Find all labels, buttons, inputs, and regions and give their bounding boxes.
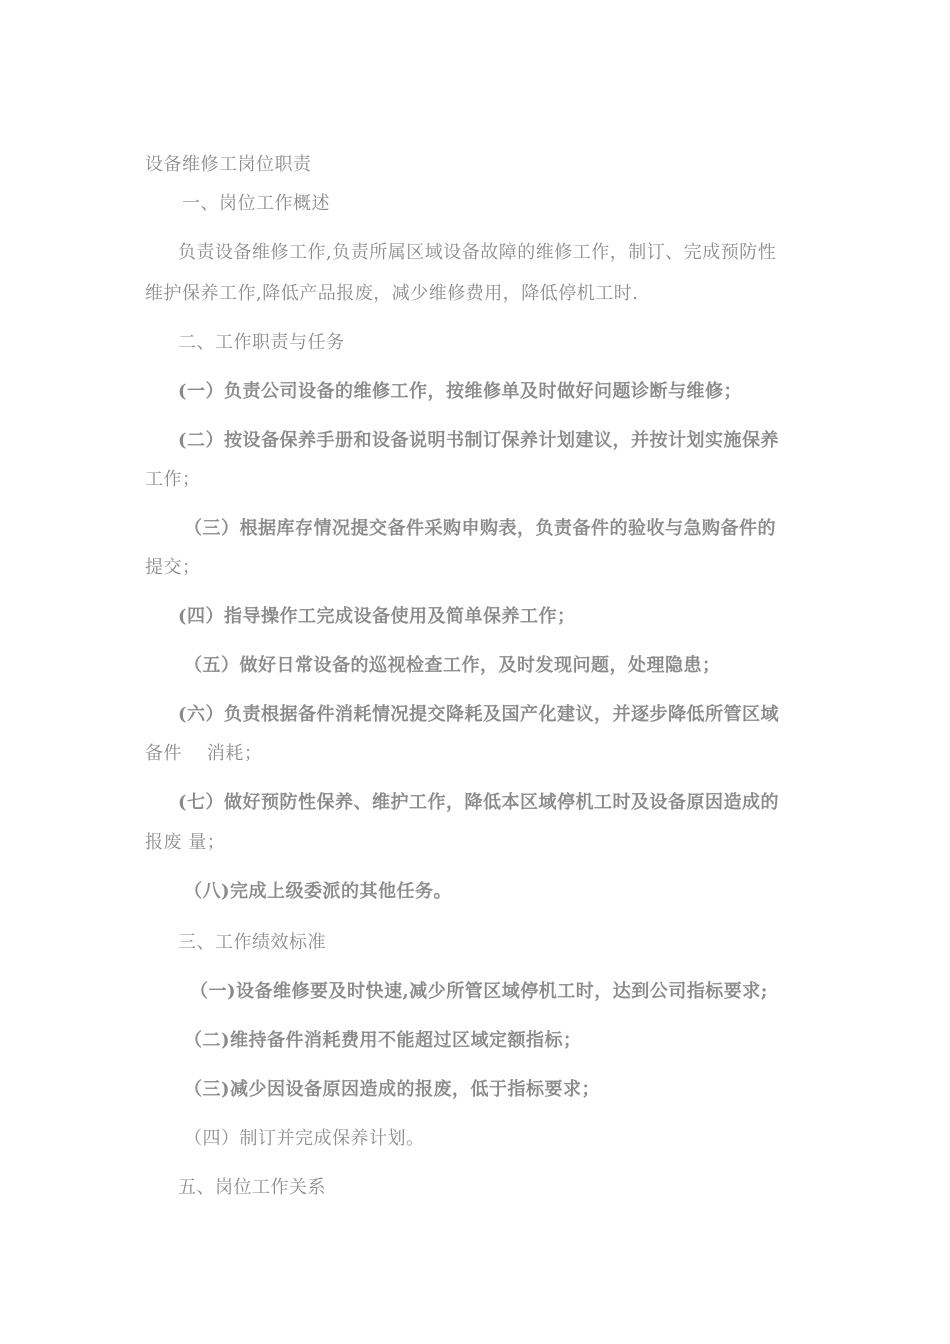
section-heading-relationships: 五、岗位工作关系 xyxy=(178,1177,326,1198)
performance-item-4: （四）制订并完成保养计划。 xyxy=(184,1128,425,1149)
section-heading-duties: 二、工作职责与任务 xyxy=(178,332,345,353)
duty-item-6-line-1: (六）负责根据备件消耗情况提交降耗及国产化建议，并逐步降低所管区域 xyxy=(178,704,780,725)
duty-item-3-line-1: （三）根据库存情况提交备件采购申购表，负责备件的验收与急购备件的 xyxy=(184,518,776,539)
duty-item-7-line-1: (七）做好预防性保养、维护工作，降低本区域停机工时及设备原因造成的 xyxy=(178,792,780,813)
duty-item-2-line-1: (二）按设备保养手册和设备说明书制订保养计划建议，并按计划实施保养 xyxy=(178,430,780,451)
overview-paragraph-line-2: 维护保养工作,降低产品报废，减少维修费用，降低停机工时. xyxy=(145,283,639,304)
section-heading-overview: 一、岗位工作概述 xyxy=(182,193,330,214)
overview-paragraph-line-1: 负责设备维修工作,负责所属区域设备故障的维修工作，制订、完成预防性 xyxy=(178,242,777,263)
duty-item-3-line-2: 提交； xyxy=(145,557,201,578)
document-title: 设备维修工岗位职责 xyxy=(145,154,312,175)
duty-item-7-line-2: 报废 量； xyxy=(145,832,226,853)
duty-item-8: （八)完成上级委派的其他任务。 xyxy=(184,881,453,902)
duty-item-6-line-2: 备件 消耗； xyxy=(145,743,263,764)
duty-item-5: （五）做好日常设备的巡视检查工作，及时发现问题，处理隐患； xyxy=(184,655,721,676)
duty-item-4: (四）指导操作工完成设备使用及简单保养工作； xyxy=(178,606,576,627)
performance-item-1: （一)设备维修要及时快速,减少所管区域停机工时，达到公司指标要求; xyxy=(190,981,768,1002)
section-heading-performance: 三、工作绩效标准 xyxy=(178,932,326,953)
duty-item-1: (一）负责公司设备的维修工作，按维修单及时做好问题诊断与维修； xyxy=(178,381,743,402)
performance-item-3: （三)减少因设备原因造成的报废，低于指标要求； xyxy=(184,1079,601,1100)
duty-item-2-line-2: 工作； xyxy=(145,469,201,490)
performance-item-2: （二)维持备件消耗费用不能超过区域定额指标； xyxy=(184,1030,582,1051)
